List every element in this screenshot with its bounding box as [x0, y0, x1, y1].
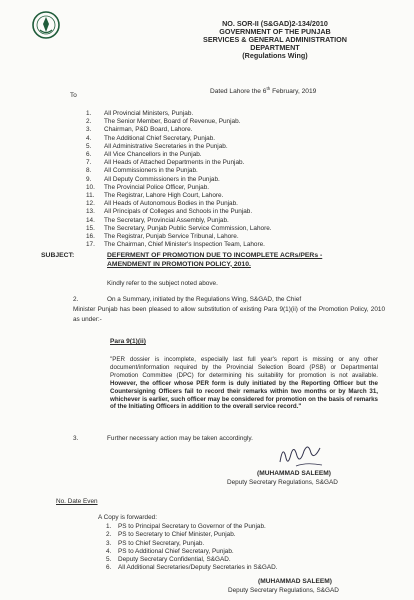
item-number: 9. — [86, 175, 92, 183]
list-item — [106, 523, 278, 531]
item-text: All Deputy Commissioners in the Punjab. — [104, 175, 220, 183]
copy-forwarded-label: A Copy is forwarded: — [98, 514, 157, 521]
header-line-1: GOVERNMENT OF THE PUNJAB — [219, 27, 331, 36]
list-item — [86, 135, 272, 143]
list-item — [86, 233, 272, 241]
signatory-designation: Deputy Secretary Regulations, S&GAD — [227, 479, 338, 486]
list-item — [86, 151, 272, 159]
item-text: The Registrar, Lahore High Court, Lahore. — [104, 192, 224, 200]
list-item — [86, 217, 272, 225]
item-number: 3. — [106, 539, 112, 547]
item-number: 1. — [86, 110, 92, 117]
list-item — [86, 159, 272, 167]
date-suffix: February, 2019 — [270, 88, 317, 96]
item-number: 6. — [86, 151, 92, 159]
item-text: The Senior Member, Board of Revenue, Punjab. — [104, 118, 241, 126]
list-item — [106, 556, 278, 564]
paragraph-2-first-line: On a Summary, initiated by the Regulations Wing, S&GAD, the Chief — [107, 296, 302, 303]
list-item — [86, 176, 272, 184]
item-number: 5. — [106, 556, 112, 564]
date-prefix: Dated Lahore the 6 — [210, 88, 267, 96]
item-number: 6. — [106, 564, 112, 572]
paragraph-3-number: 3. — [73, 435, 79, 442]
handwritten-signature — [276, 438, 326, 470]
list-item — [86, 118, 272, 126]
government-logo — [31, 10, 61, 40]
to-label: To — [70, 92, 77, 99]
paragraph-2-body: Minister Punjab has been pleased to allow substitution of existing Para 9(1)(ii) of the Promotion Policy, 2010 as under:- — [73, 306, 385, 323]
quoted-policy-text — [110, 356, 378, 411]
para-heading: Para 9(1)(ii) — [110, 338, 146, 345]
header-line-4: (Regulations Wing) — [242, 51, 308, 60]
item-text: All Provincial Ministers, Punjab. — [104, 110, 194, 117]
list-item — [86, 225, 272, 233]
header-line-3: DEPARTMENT — [250, 43, 300, 52]
list-item — [86, 208, 272, 216]
item-text: PS to Chief Secretary, Punjab. — [118, 539, 205, 547]
item-text: All Heads of Attached Departments in the Punjab. — [104, 159, 245, 167]
item-text: All Administrative Secretaries in the Punjab. — [104, 142, 228, 150]
item-text: Chairman, P&D Board, Lahore. — [104, 126, 193, 134]
item-number: 5. — [86, 142, 92, 150]
item-number: 3. — [86, 126, 92, 134]
item-text: The Additional Chief Secretary, Punjab. — [104, 134, 216, 142]
item-text: All Vice Chancellors in the Punjab. — [104, 151, 202, 159]
item-number: 2. — [106, 531, 112, 539]
header-line-2: SERVICES & GENERAL ADMINISTRATION — [203, 35, 347, 44]
list-item — [106, 548, 278, 556]
item-number: 14. — [86, 216, 95, 224]
signatory-designation-2: Deputy Secretary Regulations, S&GAD — [228, 587, 339, 594]
paragraph-3: Further necessary action may be taken accordingly. — [107, 435, 253, 442]
list-item — [86, 241, 272, 249]
item-text: Deputy Secretary Confidential, S&GAD. — [118, 556, 231, 564]
subject-text: DEFERMENT OF PROMOTION DUE TO INCOMPLETE ACRs/PERs - AMENDMENT IN PROMOTION POLICY, 2010. — [107, 252, 323, 268]
item-number: 1. — [106, 523, 112, 530]
item-number: 2. — [86, 118, 92, 126]
list-item — [106, 531, 278, 539]
item-number: 4. — [86, 134, 92, 142]
item-text: All Heads of Autonomous Bodies in the Punjab. — [104, 200, 238, 208]
item-text: All Commissioners in the Punjab. — [104, 167, 198, 175]
subject-label: SUBJECT: — [41, 252, 75, 259]
date-line — [210, 86, 316, 95]
list-item — [86, 200, 272, 208]
item-text: The Chairman, Chief Minister's Inspection Team, Lahore. — [104, 241, 265, 249]
signatory-name-2: (MUHAMMAD SALEEM) — [258, 578, 332, 585]
date-sup: th — [266, 86, 271, 91]
quote-normal-text: "PER dossier is incomplete, especially last full year's report is missing or any other document/information required by the Provincial Selection Board (PSB) or Departmental Promotion Committee (DPC) for determining his suitability for promotion is not available. — [110, 356, 378, 379]
item-number: 11. — [86, 192, 95, 200]
item-text: The Provincial Police Officer, Punjab. — [104, 183, 210, 191]
item-text: All Principals of Colleges and Schools in the Punjab. — [104, 208, 253, 216]
no-date-even: No. Date Even — [56, 498, 98, 505]
item-number: 8. — [86, 167, 92, 175]
item-number: 10. — [86, 183, 95, 191]
item-text: PS to Additional Chief Secretary, Punjab. — [118, 547, 234, 555]
paragraph-2-number: 2. — [73, 296, 79, 303]
item-text: PS to Secretary to Chief Minister, Punjab. — [118, 531, 236, 539]
list-item — [86, 184, 272, 192]
item-text: The Registrar, Punjab Service Tribunal, Lahore. — [104, 233, 239, 241]
item-text: PS to Principal Secretary to Governor of the Punjab. — [118, 523, 266, 530]
list-item — [86, 126, 272, 134]
item-number: 4. — [106, 547, 112, 555]
list-item — [86, 110, 272, 118]
quote-bold-text: However, the officer whose PER form is duly initiated by the Reporting Officer but the Countersigning Officers fail to record their remarks within two months or by March 31, whichever is earlier, such officer may be considered for promotion on the basis of remarks of the Initiating Officers in addition to the overall service record." — [110, 379, 378, 411]
item-text: All Additional Secretaries/Deputy Secretaries in S&GAD. — [118, 564, 278, 572]
recipient-list — [86, 110, 272, 249]
reference-number: NO. SOR-II (S&GAD)2-134/2010 — [222, 19, 328, 28]
item-number: 12. — [86, 200, 95, 208]
item-text: The Secretary, Provincial Assembly, Punjab. — [104, 216, 229, 224]
item-number: 7. — [86, 159, 92, 167]
list-item — [86, 192, 272, 200]
item-number: 17. — [86, 241, 95, 249]
list-item — [86, 143, 272, 151]
item-number: 15. — [86, 224, 95, 232]
list-item — [86, 167, 272, 175]
item-number: 16. — [86, 233, 95, 241]
paragraph-1: Kindly refer to the subject noted above. — [107, 280, 218, 287]
list-item — [106, 564, 278, 572]
list-item — [106, 540, 278, 548]
letterhead — [150, 20, 400, 60]
signatory-name: (MUHAMMAD SALEEM) — [257, 470, 331, 477]
item-text: The Secretary, Punjab Public Service Commission, Lahore. — [104, 224, 272, 232]
item-number: 13. — [86, 208, 95, 216]
copy-list — [106, 523, 278, 573]
